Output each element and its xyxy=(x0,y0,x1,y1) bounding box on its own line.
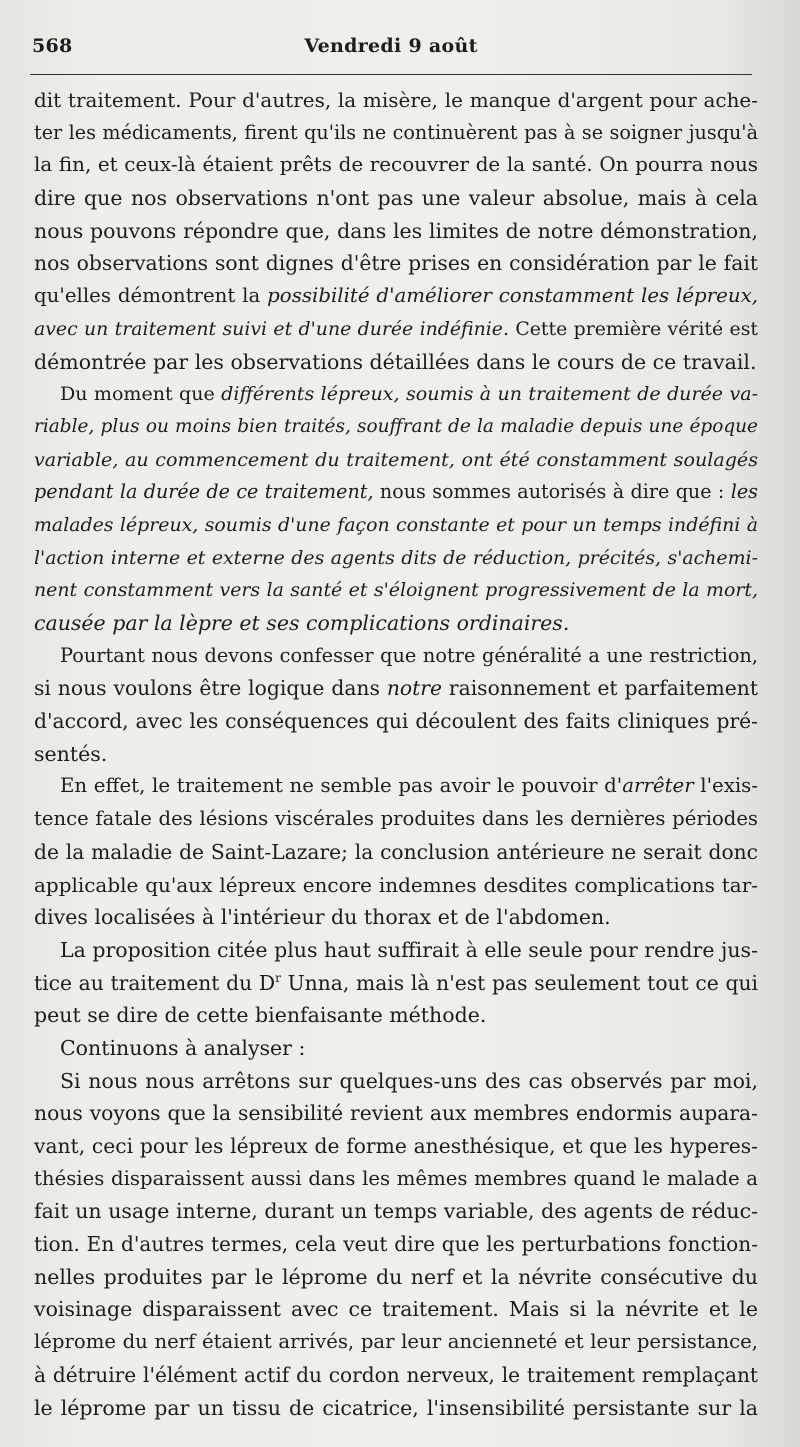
text-line: thésies disparaissent aussi dans les mêmes membres quand le malade a xyxy=(34,1166,758,1190)
italic-phrase: arrêter xyxy=(622,774,694,798)
text-line: si nous voulons être logique dans notre raisonnement et parfaitement xyxy=(34,676,758,701)
text-line: applicable qu'aux lépreux encore indemnes desdites complications tar- xyxy=(34,872,758,897)
text-line: riable, plus ou moins bien traités, souffrant de la maladie depuis une époque xyxy=(34,415,758,437)
text-line: Si nous nous arrêtons sur quelques-uns des cas observés par moi, xyxy=(60,1068,758,1093)
text-line: fait un usage interne, durant un temps variable, des agents de réduc- xyxy=(34,1199,758,1224)
text-line: la fin, et ceux-là étaient prêts de recouvrer de la santé. On pourra nous xyxy=(34,153,758,177)
italic-phrase: différents lépreux, soumis à un traitement de durée va- xyxy=(221,383,758,406)
text-line: tence fatale des lésions viscérales produites dans les dernières périodes xyxy=(34,807,758,831)
text-line: Du moment que différents lépreux, soumis à un traitement de durée va- xyxy=(60,383,758,406)
text-line: variable, au commencement du traitement, ont été constamment soulagés xyxy=(34,447,758,471)
text-line: Continuons à analyser : xyxy=(60,1035,306,1060)
text-line: causée par la lèpre et ses complications ordinaires. xyxy=(34,611,570,635)
text-line: l'action interne et externe des agents dits de réduction, précités, s'achemi- xyxy=(34,546,758,569)
text-line: tion. En d'autres termes, cela veut dire que les perturbations fonction- xyxy=(34,1232,758,1257)
text-line: voisinage disparaissent avec ce traitement. Mais si la névrite et le xyxy=(34,1297,758,1322)
text-line: nent constamment vers la santé et s'éloignent progressivement de la mort, xyxy=(34,579,758,602)
header-rule xyxy=(30,74,752,75)
text-line: malades lépreux, soumis d'une façon constante et pour un temps indéfini à xyxy=(34,513,758,536)
text-line: peut se dire de cette bienfaisante méthode. xyxy=(34,1003,487,1028)
text-line: avec un traitement suivi et d'une durée indéfinie. Cette première vérité est xyxy=(34,317,758,340)
text-line: démontrée par les observations détaillées dans le cours de ce travail. xyxy=(34,349,757,374)
text-line: sentés. xyxy=(34,741,108,766)
text-line: vant, ceci pour les lépreux de forme anesthésique, et que les hyperes- xyxy=(34,1134,758,1158)
text-line: En effet, le traitement ne semble pas avoir le pouvoir d'arrêter l'exis- xyxy=(60,774,758,798)
text-line: dit traitement. Pour d'autres, la misère, le manque d'argent pour ache- xyxy=(34,88,758,112)
text-line: nous voyons que la sensibilité revient aux membres endormis aupara- xyxy=(34,1101,758,1126)
text-line: ter les médicaments, firent qu'ils ne continuèrent pas à se soigner jusqu'à xyxy=(34,120,758,144)
text-line: le léprome par un tissu de cicatrice, l'insensibilité persistante sur la xyxy=(34,1395,758,1420)
text-line: pendant la durée de ce traitement, nous sommes autorisés à dire que : les xyxy=(34,480,758,504)
italic-phrase: notre xyxy=(386,676,442,701)
text-line: léprome du nerf étaient arrivés, par leur ancienneté et leur persistance, xyxy=(34,1330,758,1354)
text-line: dives localisées à l'intérieur du thorax et de l'abdomen. xyxy=(34,905,611,930)
running-header xyxy=(32,33,750,63)
italic-phrase: avec un traitement suivi et d'une durée indéfinie. xyxy=(34,317,509,340)
running-title: Vendredi 9 août xyxy=(304,35,478,57)
italic-phrase: les xyxy=(730,480,758,504)
text-line: à détruire l'élément actif du cordon nerveux, le traitement remplaçant xyxy=(34,1362,758,1387)
text-line: dire que nos observations n'ont pas une valeur absolue, mais à cela xyxy=(34,186,758,211)
superscript: r xyxy=(275,970,281,985)
page-number: 568 xyxy=(32,35,73,57)
text-line: La proposition citée plus haut suffirait à elle seule pour rendre jus- xyxy=(60,937,758,962)
text-line: de la maladie de Saint-Lazare; la conclusion antérieure ne serait donc xyxy=(34,839,758,864)
text-line: d'accord, avec les conséquences qui découlent des faits cliniques pré- xyxy=(34,709,758,734)
text-line: qu'elles démontrent la possibilité d'améliorer constamment les lépreux, xyxy=(34,284,758,308)
text-line: tice au traitement du $D^r$ Unna, mais là n'est pas seulement tout ce qui xyxy=(34,970,758,995)
italic-phrase: possibilité d'améliorer constamment les lépreux, xyxy=(267,284,758,308)
page-body xyxy=(34,84,758,1424)
text-line: Pourtant nous devons confesser que notre généralité a une restriction, xyxy=(60,643,758,667)
italic-phrase: pendant la durée de ce traitement, xyxy=(34,480,374,504)
text-line: nous pouvons répondre que, dans les limites de notre démonstration, xyxy=(34,218,758,243)
text-line: nelles produites par le léprome du nerf et la névrite consécutive du xyxy=(34,1264,758,1289)
text-line: nos observations sont dignes d'être prises en considération par le fait xyxy=(34,251,758,276)
